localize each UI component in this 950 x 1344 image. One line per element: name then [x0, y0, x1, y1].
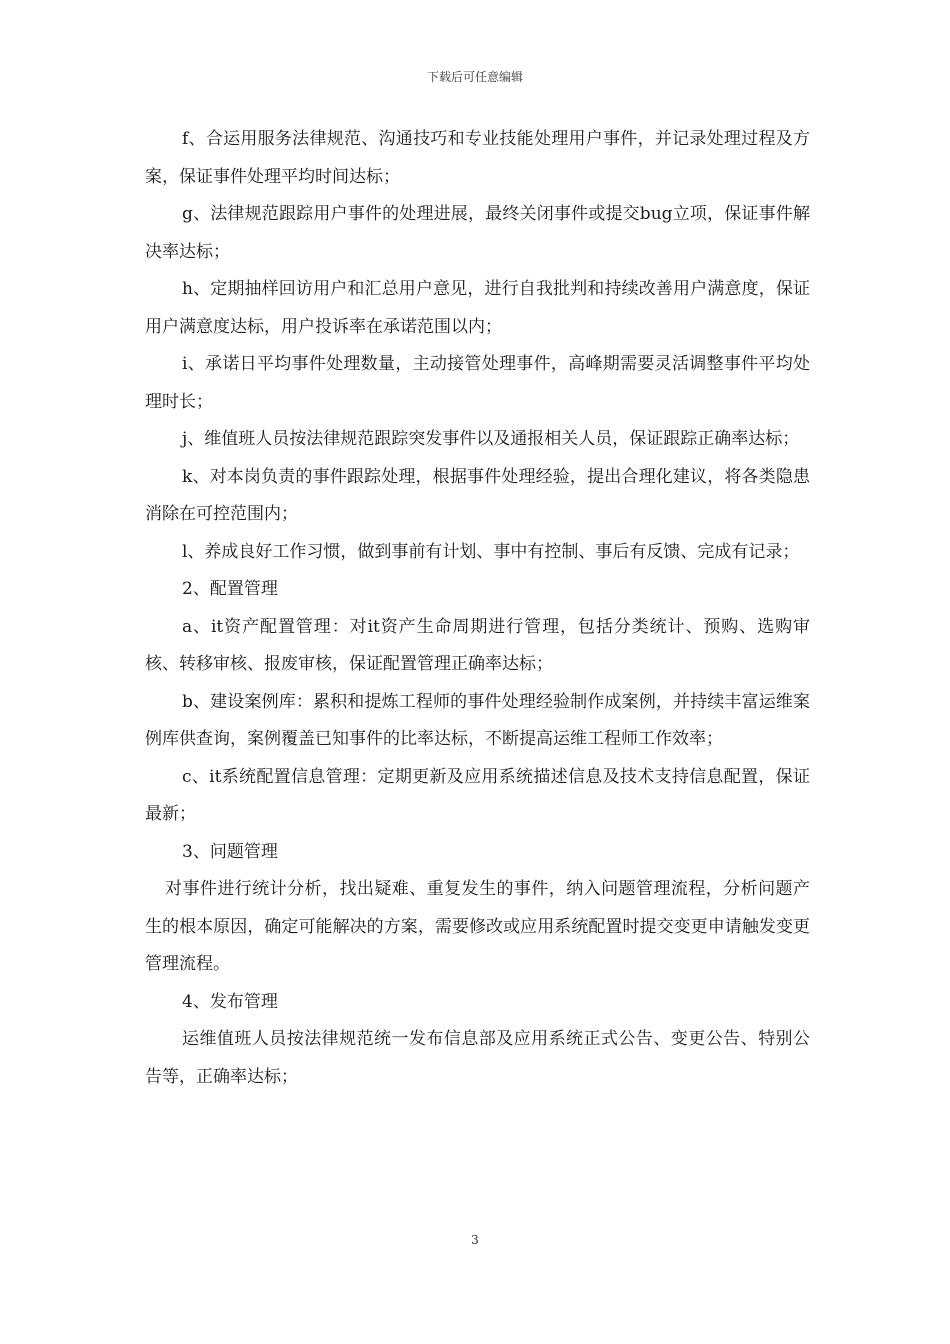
paragraph-i: i、承诺日平均事件处理数量，主动接管处理事件，高峰期需要灵活调整事件平均处理时长； [145, 354, 810, 412]
paragraph-config-a: a、it资产配置管理：对it资产生命周期进行管理，包括分类统计、预购、选购审核、转移审核、报废审核，保证配置管理正确率达标； [145, 616, 810, 674]
section-heading-config: 2、配置管理 [182, 579, 278, 599]
paragraph-h: h、定期抽样回访用户和汇总用户意见，进行自我批判和持续改善用户满意度，保证用户满意度达标，用户投诉率在承诺范围以内； [145, 279, 810, 337]
paragraph-release: 运维值班人员按法律规范统一发布信息部及应用系统正式公告、变更公告、特别公告等，正确率达标； [145, 1029, 810, 1087]
paragraph-config-b: b、建设案例库：累积和提炼工程师的事件处理经验制作成案例，并持续丰富运维案例库供查询，案例覆盖已知事件的比率达标，不断提高运维工程师工作效率； [145, 691, 810, 749]
paragraph-l: l、养成良好工作习惯，做到事前有计划、事中有控制、事后有反馈、完成有记录； [182, 541, 800, 562]
paragraph-config-c: c、it系统配置信息管理：定期更新及应用系统描述信息及技术支持信息配置，保证最新； [145, 766, 810, 824]
paragraph-f: f、合运用服务法律规范、沟通技巧和专业技能处理用户事件，并记录处理过程及方案，保证事件处理平均时间达标； [145, 129, 810, 187]
section-heading-release: 4、发布管理 [182, 991, 278, 1012]
paragraph-problem: 对事件进行统计分析，找出疑难、重复发生的事件，纳入问题管理流程，分析问题产生的根本原因，确定可能解决的方案，需要修改或应用系统配置时提交变更申请触发变更管理流程。 [145, 879, 810, 974]
paragraph-j: j、维值班人员按法律规范跟踪突发事件以及通报相关人员，保证跟踪正确率达标； [182, 429, 800, 449]
page-header: 下载后可任意编辑 [426, 70, 523, 84]
paragraph-g: g、法律规范跟踪用户事件的处理进展，最终关闭事件或提交bug立项，保证事件解决率达标； [145, 204, 810, 262]
section-heading-problem: 3、问题管理 [182, 841, 278, 862]
document-body [145, 121, 810, 1096]
page-number: 3 [471, 1233, 479, 1247]
paragraph-k: k、对本岗负责的事件跟踪处理，根据事件处理经验，提出合理化建议，将各类隐患消除在可控范围内； [145, 466, 810, 524]
